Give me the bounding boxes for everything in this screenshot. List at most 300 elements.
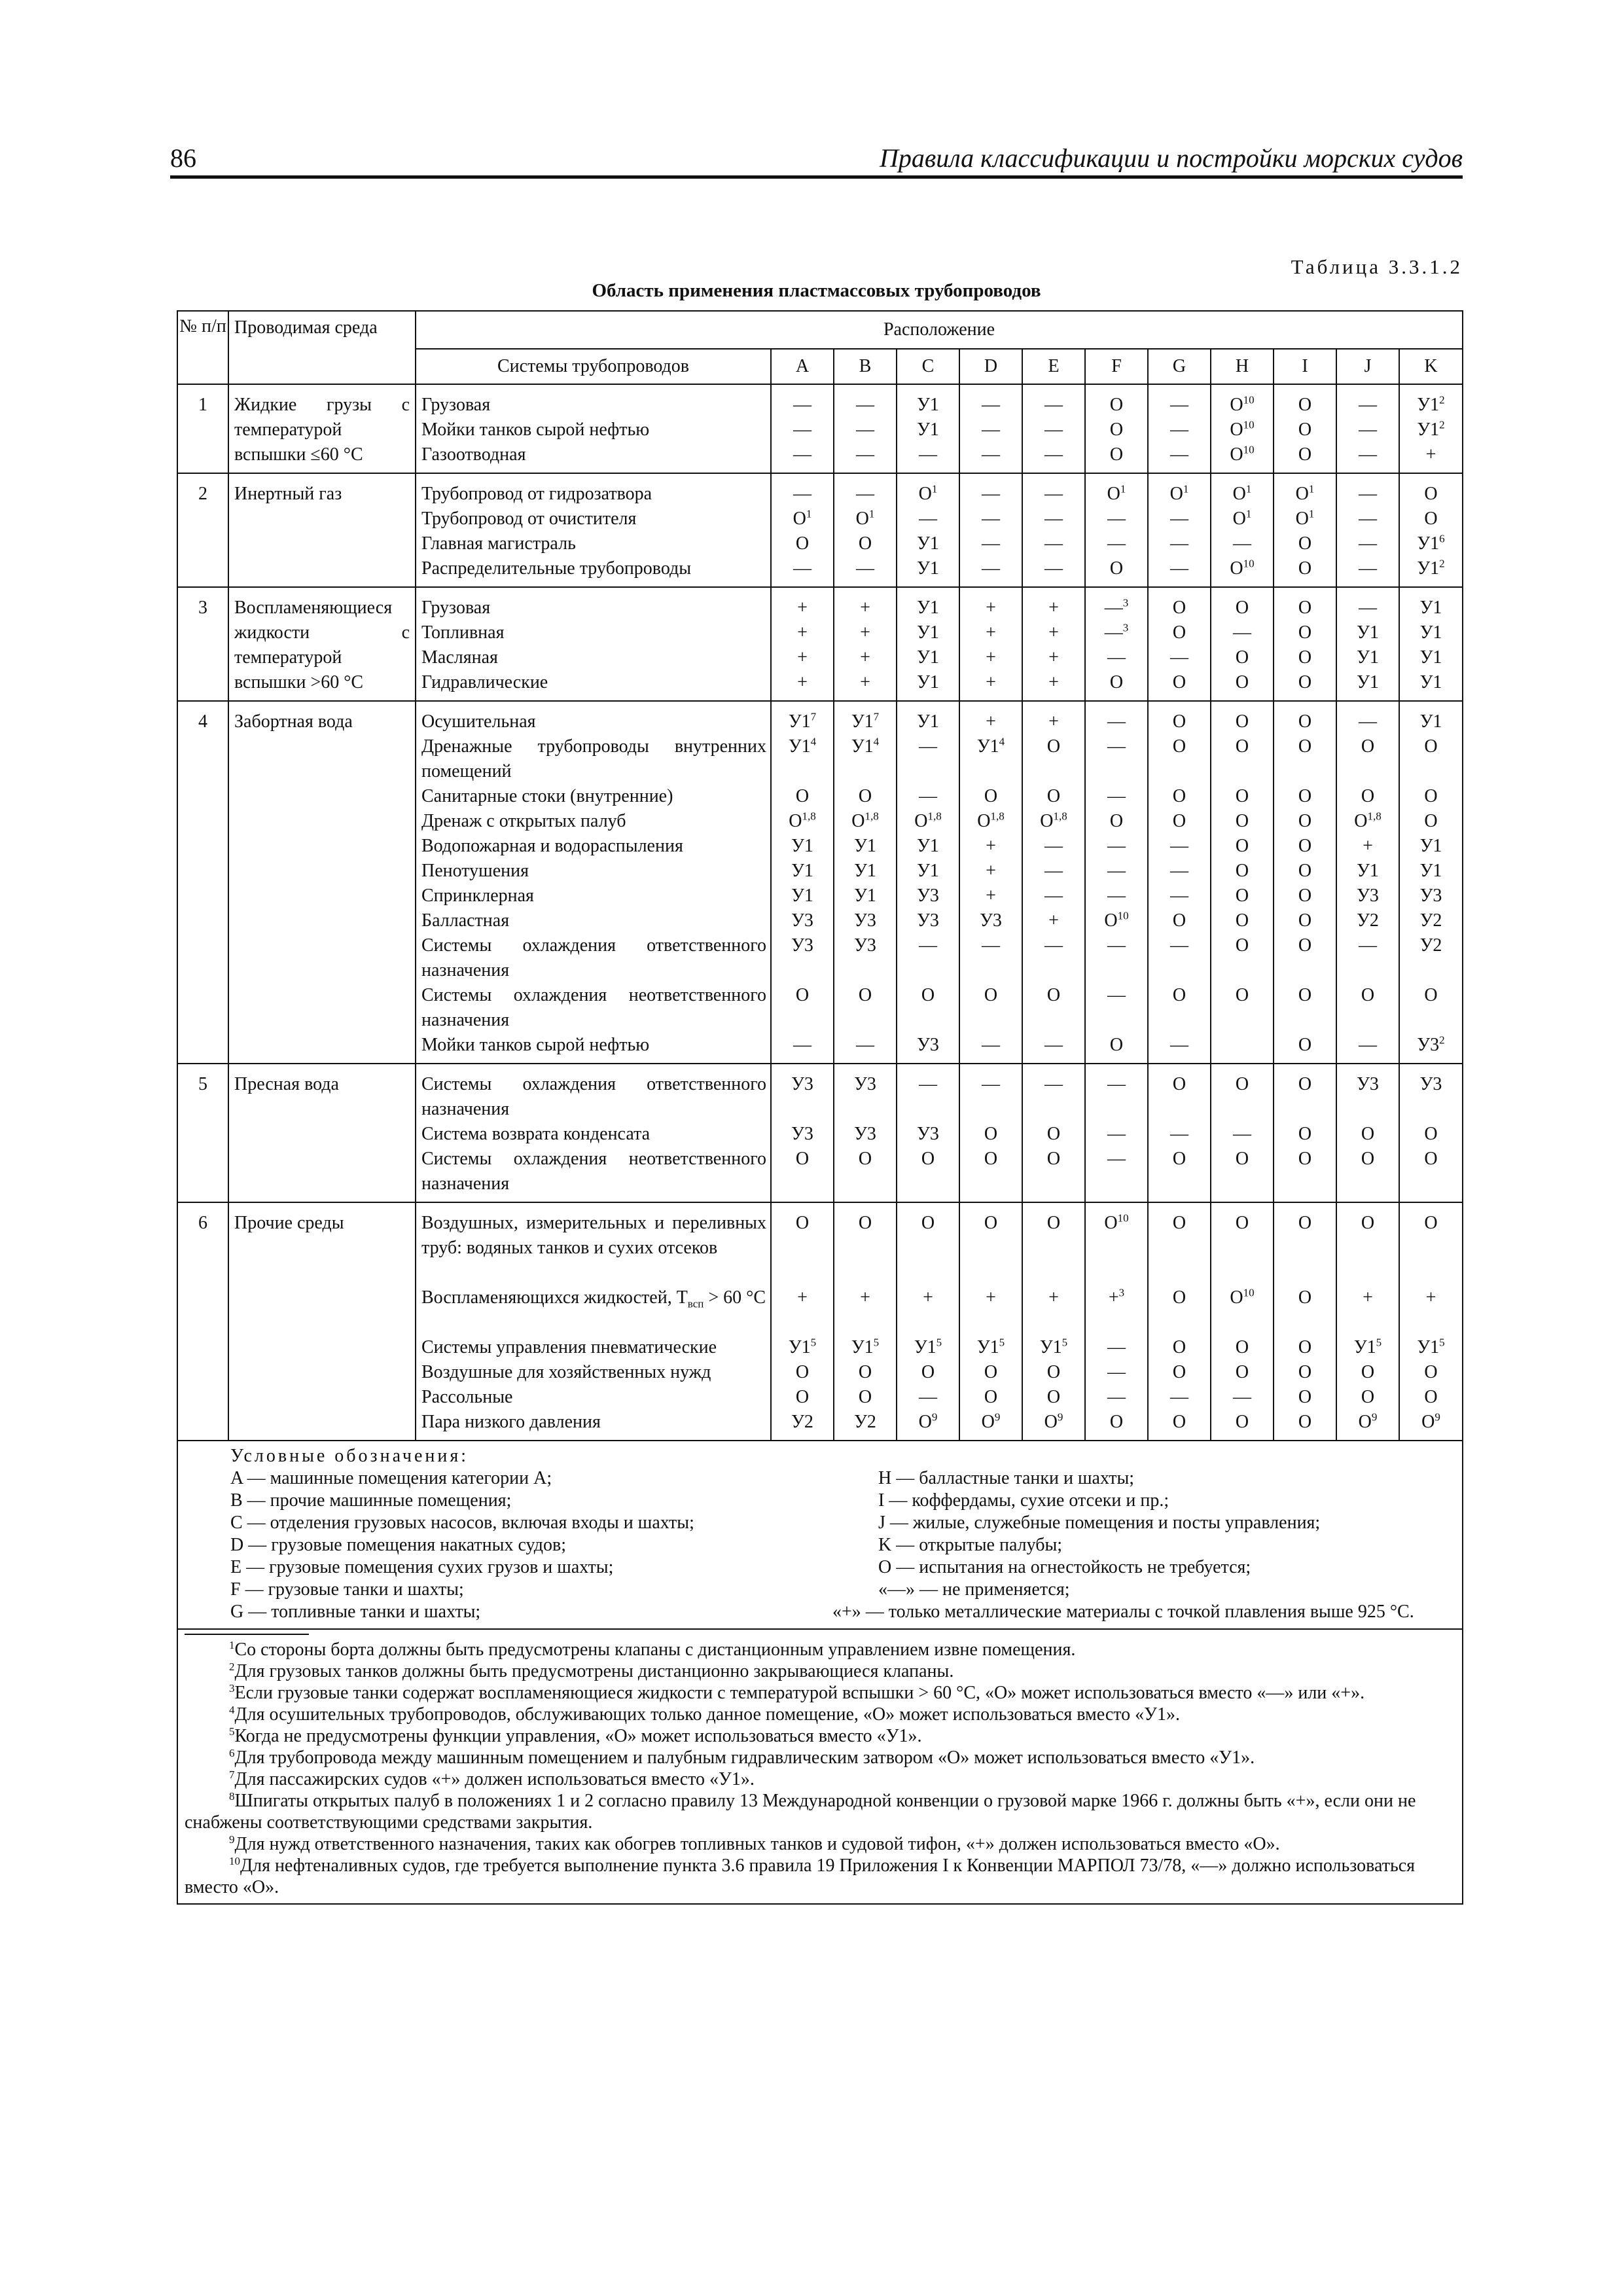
value-cell: O (1235, 672, 1249, 692)
value-cell: — (1044, 836, 1063, 856)
value-cell: O (1424, 484, 1438, 504)
value-cell: У1 (1419, 647, 1442, 668)
value-cell: O (1109, 672, 1124, 692)
value-cell: У2 (1357, 910, 1379, 931)
value-cell (1086, 1072, 1147, 1122)
value-cell: У1 (1357, 622, 1379, 643)
value-text: O (1235, 1149, 1249, 1169)
table-head (177, 311, 1463, 384)
value-cell: — (982, 395, 1000, 415)
value-text: O (1424, 1213, 1438, 1233)
value-text: O (795, 1149, 810, 1169)
value-col-e (1022, 473, 1085, 587)
footnote-number: 1 (229, 1638, 235, 1651)
value-cell: O (1361, 786, 1375, 806)
value-cell (897, 1211, 959, 1285)
head-location: Расположение (416, 311, 1463, 349)
value-col-f (1085, 701, 1148, 1064)
system-name: Спринклерная (421, 886, 534, 906)
value-text: O (1235, 1213, 1249, 1233)
system-name: Мойки танков сырой нефтью (421, 420, 650, 440)
value-col-d (959, 384, 1022, 473)
value-cell: — (1107, 509, 1126, 529)
value-col-c (897, 587, 959, 701)
value-cell: $O^{10}$ (1230, 393, 1255, 415)
value-col-k (1399, 1064, 1463, 1202)
legend-item: «+» — только металлические материалы с точкой плавления выше 925 °С. (832, 1602, 1414, 1622)
value-cell (834, 1147, 896, 1196)
value-cell (897, 933, 959, 983)
table-wrapper (177, 310, 1463, 1905)
legend-item: F — грузовые танки и шахты; (230, 1579, 464, 1600)
value-cell (772, 734, 833, 784)
value-text: O (795, 1213, 810, 1233)
value-cell (834, 983, 896, 1033)
value-cell: — (856, 1035, 874, 1055)
value-cell: — (1170, 861, 1188, 881)
value-text: O (1172, 1149, 1186, 1169)
value-cell: $У1^5$ (851, 1336, 880, 1357)
value-col-j (1336, 1202, 1399, 1441)
value-cell: O (858, 786, 872, 806)
group-number: 4 (177, 701, 228, 1064)
value-text: $O^{10}$ (1230, 1286, 1255, 1308)
value-cell: У1 (917, 395, 939, 415)
superscript-mark: 5 (1439, 1336, 1445, 1349)
value-cell: + (860, 622, 870, 643)
value-cell: — (1359, 533, 1377, 554)
footnote-rule (185, 1634, 309, 1635)
value-cell (897, 1285, 959, 1335)
value-cell (960, 983, 1022, 1033)
value-text: + (986, 1287, 996, 1308)
value-cell: У2 (854, 1412, 876, 1432)
value-text: — (982, 1074, 1000, 1094)
value-cell: O (1424, 811, 1438, 831)
value-cell (1149, 1072, 1210, 1122)
value-col-k (1399, 701, 1463, 1064)
value-cell (1274, 1072, 1336, 1122)
value-text: + (1425, 1287, 1436, 1308)
value-cell: — (1170, 420, 1188, 440)
system-name: Мойки танков сырой нефтью (421, 1035, 650, 1055)
value-cell (1400, 1147, 1462, 1196)
value-cell: O (1298, 1362, 1312, 1382)
table-row (177, 1202, 1463, 1441)
value-cell: — (793, 395, 812, 415)
value-cell: — (1107, 786, 1126, 806)
value-cell (1086, 734, 1147, 784)
value-cell: $O^1$ (1107, 482, 1126, 504)
value-cell: + (1048, 672, 1059, 692)
value-cell: O (1235, 647, 1249, 668)
value-cell: O (1172, 1412, 1186, 1432)
value-cell (1149, 1211, 1210, 1285)
value-cell: У1 (1419, 622, 1442, 643)
footnote-number: 4 (229, 1703, 235, 1716)
value-cell: У1 (1357, 672, 1379, 692)
value-cell (1211, 1072, 1273, 1122)
value-cell: + (986, 647, 996, 668)
value-cell: $У1^5$ (976, 1336, 1005, 1357)
value-col-g (1148, 1064, 1211, 1202)
value-col-j (1336, 1064, 1399, 1202)
value-cell: У3 (917, 886, 939, 906)
system-name: Системы охлаждения неответственного назначения (421, 985, 766, 1030)
superscript-mark: 2 (1439, 393, 1445, 406)
footnote: $^3$Если грузовые танки содержат воспламеняющиеся жидкости с температурой вспышки > 60 °С, «О» может использоваться вместо «—» или «+». (229, 1681, 1365, 1703)
value-cell: — (1170, 533, 1188, 554)
value-cell: У1 (791, 861, 813, 881)
value-cell: — (1359, 598, 1377, 618)
value-cell: — (1044, 861, 1063, 881)
system-name: Воспламеняющихся жидкостей, $Т_{всп} > 60$ °С (421, 1287, 766, 1310)
value-cell (897, 734, 959, 784)
value-cell: + (1363, 836, 1373, 856)
value-cell: + (797, 598, 808, 618)
value-cell: — (982, 533, 1000, 554)
footnote: $^6$Для трубопровода между машинным помещением и палубным гидравлическим затвором «О» может использоваться вместо «У1». (229, 1746, 1255, 1768)
value-col-b (834, 473, 897, 587)
legend-item: O — испытания на огнестойкость не требуется; (878, 1557, 1251, 1577)
value-cell: O (795, 533, 810, 554)
system-name: Газоотводная (421, 444, 526, 465)
superscript-mark: 2 (1439, 1033, 1445, 1047)
value-col-f (1085, 384, 1148, 473)
value-cell: — (982, 420, 1000, 440)
value-cell: O (1298, 444, 1312, 465)
value-cell (1400, 734, 1462, 784)
value-cell (1337, 1147, 1399, 1196)
value-cell: + (986, 672, 996, 692)
value-cell: O (1235, 786, 1249, 806)
superscript-mark: 6 (1439, 532, 1445, 545)
value-col-f (1085, 473, 1148, 587)
value-text: O (1235, 1074, 1249, 1094)
value-cell (1211, 1033, 1273, 1058)
value-cell: — (1044, 1035, 1063, 1055)
footnote-number: 10 (229, 1854, 240, 1867)
legend-item: «—» — не применяется; (878, 1579, 1070, 1600)
value-text: O (1046, 985, 1061, 1005)
value-cell (1400, 1211, 1462, 1285)
value-col-k (1399, 587, 1463, 701)
footnote: $^7$Для пассажирских судов «+» должен использоваться вместо «У1». (229, 1768, 755, 1789)
value-col-i (1274, 587, 1336, 701)
group-medium: Воспламеняющиеся жидкости с температурой вспышки >60 °С (228, 587, 416, 701)
value-cell: У1 (917, 598, 939, 618)
value-cell: — (1359, 558, 1377, 579)
value-cell: O (1424, 1124, 1438, 1144)
value-cell: $O^1$ (918, 482, 938, 504)
superscript-mark: 10 (1243, 443, 1255, 456)
value-text: + (860, 1287, 870, 1308)
value-cell: — (856, 420, 874, 440)
value-cell: — (1233, 1387, 1251, 1407)
value-cell: У2 (1419, 910, 1442, 931)
value-cell: У3 (854, 1124, 876, 1144)
value-cell: — (919, 444, 937, 465)
value-cell: — (1107, 711, 1126, 732)
superscript-mark: 4 (873, 735, 880, 748)
value-cell (960, 1285, 1022, 1335)
value-col-g (1148, 384, 1211, 473)
value-cell: + (860, 598, 870, 618)
value-cell: $У1^2$ (1417, 393, 1445, 415)
value-col-d (959, 1202, 1022, 1441)
value-cell: O (1361, 1124, 1375, 1144)
value-text: — (1044, 935, 1063, 956)
value-cell: O$^{1,8}$ (914, 810, 942, 831)
value-col-a (771, 1064, 834, 1202)
value-cell (772, 1285, 833, 1335)
value-text: O (1298, 1287, 1312, 1308)
system-name: Главная магистраль (421, 533, 576, 554)
system-name: Топливная (421, 622, 505, 643)
value-cell (1149, 734, 1210, 784)
value-cell: — (919, 1387, 937, 1407)
value-cell: + (986, 711, 996, 732)
value-cell: — (1107, 861, 1126, 881)
value-text: $У1^4$ (851, 735, 880, 757)
value-cell: O (1235, 711, 1249, 732)
value-cell: У3 (791, 910, 813, 931)
group-number: 5 (177, 1064, 228, 1202)
value-cell: + (1048, 711, 1059, 732)
value-text: O (1424, 1149, 1438, 1169)
value-text: У3 (791, 1074, 813, 1094)
value-text: O (921, 1149, 935, 1169)
value-cell (1211, 1285, 1273, 1335)
value-text: + (797, 1287, 808, 1308)
value-cell: O (1046, 1124, 1061, 1144)
value-cell: — (1107, 533, 1126, 554)
value-text: O (858, 1213, 872, 1233)
value-cell: — (1044, 444, 1063, 465)
value-cell: O (1298, 1337, 1312, 1357)
value-text: O (1424, 736, 1438, 757)
value-text: — (1170, 935, 1188, 956)
value-text: O (1172, 736, 1186, 757)
value-cell: У1 (854, 861, 876, 881)
value-cell (960, 734, 1022, 784)
footnote-number: 3 (229, 1681, 235, 1695)
superscript-mark: 7 (810, 710, 817, 723)
value-cell: O (1298, 420, 1312, 440)
footnote-number: 5 (229, 1725, 235, 1738)
value-cell (1023, 1072, 1084, 1122)
group-number: 3 (177, 587, 228, 701)
footnote-number: 2 (229, 1660, 235, 1673)
value-cell: O (1172, 672, 1186, 692)
group-medium: Жидкие грузы с температурой вспышки ≤60 °С (228, 384, 416, 473)
value-cell: — (856, 444, 874, 465)
value-cell: O (1298, 647, 1312, 668)
value-cell: — (1359, 484, 1377, 504)
value-cell: + (986, 886, 996, 906)
value-cell: — (1044, 558, 1063, 579)
superscript-mark: 1 (806, 507, 812, 520)
value-text: O (858, 985, 872, 1005)
value-cell: + (1048, 910, 1059, 931)
value-cell: У1 (917, 622, 939, 643)
value-cell: O (1109, 444, 1124, 465)
superscript-mark: 5 (1061, 1336, 1068, 1349)
head-col-d: D (959, 349, 1022, 384)
value-col-j (1336, 701, 1399, 1064)
value-text: — (1107, 736, 1126, 757)
superscript-mark: 5 (936, 1336, 942, 1349)
value-col-c (897, 473, 959, 587)
value-cell (1086, 1211, 1147, 1285)
value-cell: O (1235, 811, 1249, 831)
legend-item: E — грузовые помещения сухих грузов и шахты; (230, 1557, 614, 1577)
table-row (177, 384, 1463, 473)
subscript-mark: всп (687, 1297, 704, 1310)
group-medium: Прочие среды (228, 1202, 416, 1441)
value-col-g (1148, 473, 1211, 587)
footnote: $^4$Для осушительных трубопроводов, обслуживающих только данное помещение, «О» может использоваться вместо «У1». (229, 1703, 1181, 1725)
group-6 (177, 1202, 1463, 1441)
value-col-k (1399, 1202, 1463, 1441)
value-cell: O (1298, 786, 1312, 806)
value-cell: $У1^6$ (1417, 532, 1445, 554)
value-cell: $У1^5$ (914, 1336, 942, 1357)
value-cell: O (1172, 711, 1186, 732)
group-medium: Инертный газ (228, 473, 416, 587)
value-cell: — (1170, 444, 1188, 465)
value-cell: — (982, 444, 1000, 465)
value-col-h (1211, 473, 1274, 587)
value-text: — (1107, 1074, 1126, 1094)
value-cell: O (1109, 811, 1124, 831)
system-name: Масляная (421, 647, 498, 668)
superscript-mark: 1 (1183, 482, 1189, 495)
value-text: У3 (1357, 1074, 1379, 1094)
value-cell: O (984, 786, 998, 806)
value-cell: O (1424, 1387, 1438, 1407)
value-cell: + (1425, 444, 1436, 465)
value-cell: —$^3$ (1104, 596, 1129, 618)
value-cell (1023, 1211, 1084, 1285)
value-text: — (1107, 985, 1126, 1005)
value-col-a (771, 384, 834, 473)
value-cell (1086, 1285, 1147, 1335)
value-col-h (1211, 1064, 1274, 1202)
system-name: Грузовая (421, 598, 491, 618)
value-cell (960, 1211, 1022, 1285)
value-text: — (982, 935, 1000, 956)
group-systems (416, 473, 771, 587)
value-text: — (919, 736, 937, 757)
value-cell (1274, 933, 1336, 983)
value-cell: $O^{10}$ (1104, 909, 1129, 931)
value-text: У3 (854, 1074, 876, 1094)
value-cell: O (858, 533, 872, 554)
table-row (177, 701, 1463, 1064)
value-cell (897, 983, 959, 1033)
value-cell: — (982, 484, 1000, 504)
value-cell (1274, 1285, 1336, 1335)
value-cell (834, 734, 896, 784)
value-cell (1337, 1072, 1399, 1122)
value-cell: O (858, 1387, 872, 1407)
value-cell: + (797, 647, 808, 668)
value-col-h (1211, 384, 1274, 473)
value-cell: O (795, 786, 810, 806)
footnote: $^9$Для нужд ответственного назначения, таких как обогрев топливных танков и судовой тифон, «+» должен использоваться вместо «О». (229, 1833, 1280, 1854)
footnote: $^8$Шпигаты открытых палуб в положениях 1 и 2 согласно правилу 13 Международной конвенции о грузовой марке 1966 г. должны быть «+», если они не снабжены соответствующими средствами закрытия. (185, 1789, 1416, 1833)
group-systems (416, 701, 771, 1064)
value-cell: У1 (917, 558, 939, 579)
value-col-j (1336, 587, 1399, 701)
value-cell: — (1359, 711, 1377, 732)
value-text: O (1172, 985, 1186, 1005)
value-text: O (1046, 1149, 1061, 1169)
value-text: У3 (854, 935, 876, 956)
value-cell: O (795, 1387, 810, 1407)
value-col-b (834, 1064, 897, 1202)
value-text: O (1172, 1074, 1186, 1094)
value-col-c (897, 1202, 959, 1441)
head-no: № п/п (177, 311, 228, 384)
value-cell: O (1235, 910, 1249, 931)
value-cell (1086, 1147, 1147, 1196)
value-cell: У1 (1419, 861, 1442, 881)
group-5 (177, 1064, 1463, 1202)
value-text: + (1048, 1287, 1059, 1308)
value-cell: + (986, 861, 996, 881)
value-cell (1149, 983, 1210, 1033)
value-cell: O (984, 1124, 998, 1144)
footnote: $^5$Когда не предусмотрены функции управления, «О» может использоваться вместо «У1». (229, 1725, 922, 1746)
system-name: Пара низкого давления (421, 1412, 601, 1432)
superscript-mark: 3 (1118, 1286, 1125, 1299)
value-cell (1211, 933, 1273, 983)
footnote: $^{10}$Для нефтеналивных судов, где требуется выполнение пункта 3.6 правила 19 Приложения I к Конвенции МАРПОЛ 73/78, «—» должно использоваться вместо «О». (185, 1854, 1416, 1897)
value-cell: — (1107, 1362, 1126, 1382)
value-col-e (1022, 1064, 1085, 1202)
system-name: Водопожарная и водораспыления (421, 836, 683, 856)
value-cell: — (1170, 1387, 1188, 1407)
group-systems (416, 1202, 771, 1441)
value-cell: O (1298, 1387, 1312, 1407)
value-cell (1023, 933, 1084, 983)
value-cell (772, 1211, 833, 1285)
superscript-mark: 3 (1122, 621, 1129, 634)
value-col-i (1274, 1202, 1336, 1441)
value-text: O (1235, 736, 1249, 757)
group-systems (416, 587, 771, 701)
value-cell: $O^9$ (1358, 1410, 1378, 1432)
group-number: 2 (177, 473, 228, 587)
value-cell: У1 (1419, 598, 1442, 618)
value-col-a (771, 1202, 834, 1441)
value-cell (1337, 1285, 1399, 1335)
system-name: Системы охлаждения ответственного назначения (421, 1074, 766, 1119)
legend-item: G — топливные танки и шахты; (230, 1602, 481, 1622)
value-cell: + (797, 622, 808, 643)
value-cell: — (1044, 420, 1063, 440)
page-header (170, 143, 1463, 177)
head-col-e: E (1022, 349, 1085, 384)
value-text: O (858, 1149, 872, 1169)
table-row (177, 473, 1463, 587)
value-text: O (984, 1213, 998, 1233)
value-cell: У1 (791, 886, 813, 906)
value-cell: $У1^5$ (1353, 1336, 1382, 1357)
value-col-f (1085, 1064, 1148, 1202)
